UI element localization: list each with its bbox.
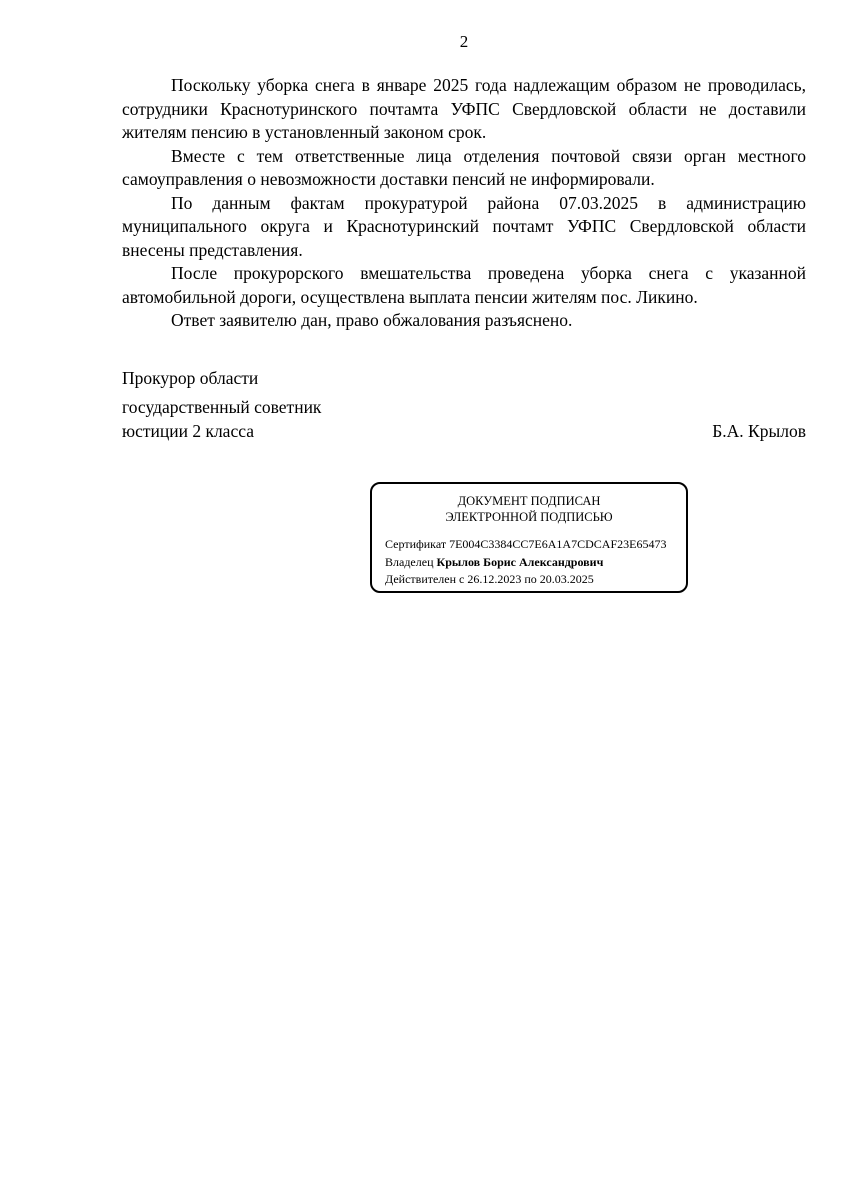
signature-rank-line1: государственный советник [122, 397, 322, 417]
paragraph: После прокурорского вмешательства проведена уборка снега с указанной автомобильной дороги, осуществлена выплата пенсии жителям пос. Ликино. [122, 263, 806, 307]
owner-value: Крылов Борис Александрович [436, 554, 604, 569]
paragraph: Вместе с тем ответственные лица отделения почтовой связи орган местного самоуправления о невозможности доставки пенсий не информировали. [122, 145, 806, 189]
document-body [122, 74, 806, 333]
stamp-validity-line: Действителен с 26.12.2023 по 20.03.2025 [385, 572, 594, 586]
stamp-owner-line [385, 554, 676, 572]
signature-title: Прокурор области [122, 367, 259, 388]
stamp-certificate-line [385, 536, 676, 554]
paragraph: Поскольку уборка снега в январе 2025 года надлежащим образом не проводилась, сотрудники Краснотуринского почтамта УФПС Свердловской области не доставили жителям пенсию в установленный законом срок. [122, 75, 806, 142]
document-content [122, 32, 806, 443]
stamp-header [382, 494, 676, 525]
electronic-signature-stamp [370, 482, 688, 593]
page-number: 2 [459, 32, 469, 51]
stamp-details [382, 536, 676, 589]
signature-rank-line2: юстиции 2 класса [122, 420, 254, 441]
signature-row [122, 396, 806, 443]
paragraph: По данным фактам прокуратурой района 07.03.2025 в администрацию муниципального округа и Краснотуринский почтамт УФПС Свердловской области внесены представления. [122, 192, 806, 260]
stamp-header-line1: ДОКУМЕНТ ПОДПИСАН [457, 494, 601, 508]
certificate-label: Сертификат [385, 537, 447, 551]
signature-name: Б.А. Крылов [712, 420, 806, 441]
stamp-header-line2: ЭЛЕКТРОННОЙ ПОДПИСЬЮ [445, 509, 613, 524]
certificate-value: 7E004C3384CC7E6A1A7CDCAF23E65473 [449, 537, 667, 551]
signature-rank [122, 396, 321, 443]
paragraph: Ответ заявителю дан, право обжалования разъяснено. [171, 310, 573, 330]
owner-label: Владелец [385, 554, 434, 569]
